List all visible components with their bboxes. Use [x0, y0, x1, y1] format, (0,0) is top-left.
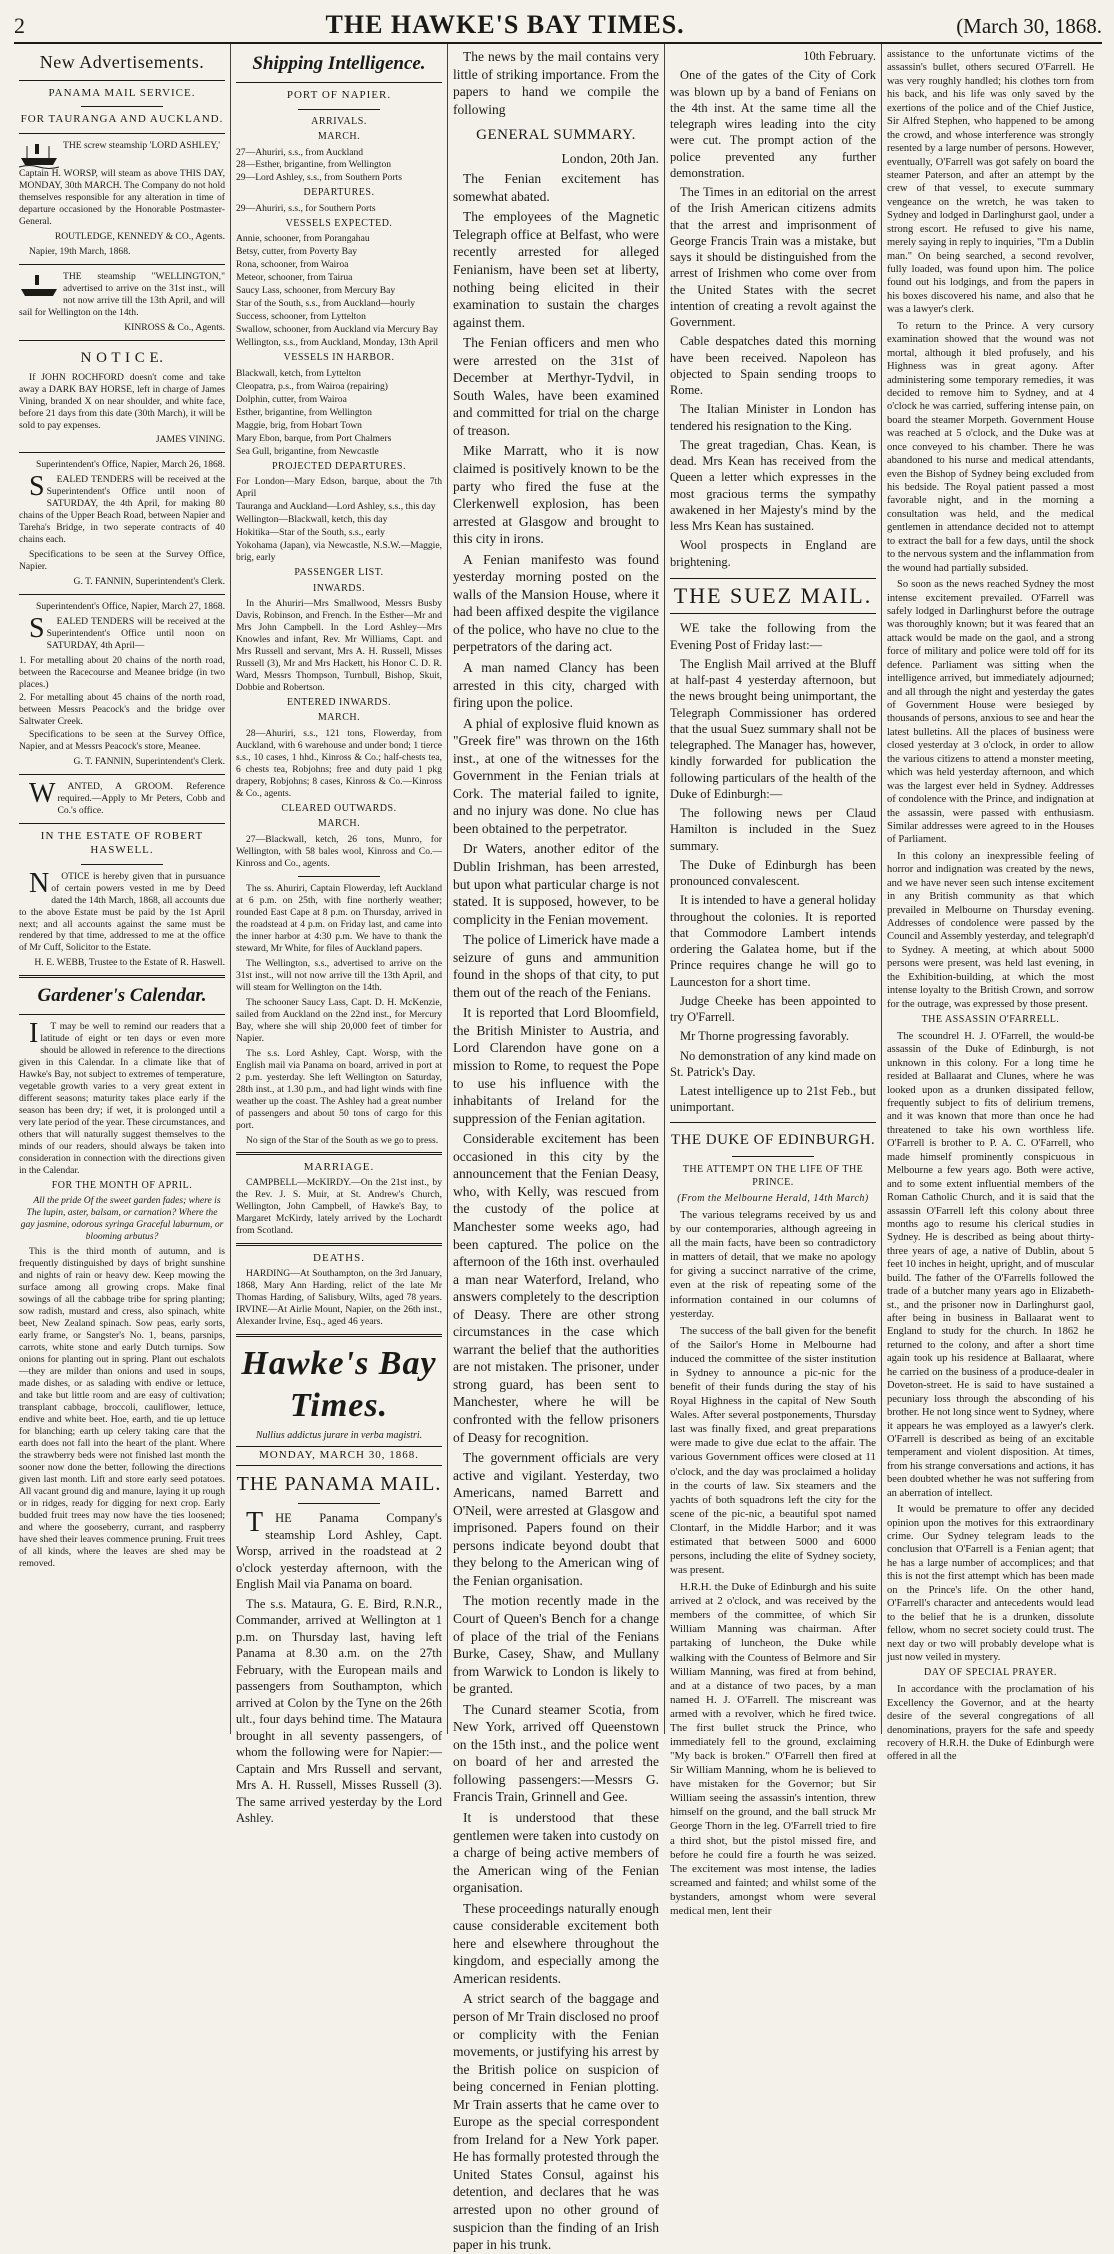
shipping-news: The Wellington, s.s., advertised to arrive on the 31st inst., will not now arrive till the 13th April, and will steam for Wellington on the 14th.: [236, 957, 442, 993]
divider: [19, 452, 225, 453]
article-paragraph: In accordance with the proclamation of his Excellency the Governor, and at the hearty desire of the several congregations of all denominations, prayers for the safe and speedy recovery of H.R.H. the Duke of Edinburgh were offered in all the: [887, 1684, 1094, 1763]
article-dateline: 10th February.: [803, 49, 876, 63]
divider: [298, 876, 380, 877]
list-item: For London—Mary Edson, barque, about the 7th April: [236, 476, 442, 500]
steamship-icon: [19, 273, 59, 299]
article-intro: WE take the following from the Evening Post of Friday last:—: [670, 621, 876, 652]
article-body: THE Panama Company's steamship Lord Ashley, Capt. Worsp, arrived in the roadstead at 2 o'clock yesterday afternoon, with the English Mail via Panama on board.: [236, 1507, 442, 1592]
article-paragraph: The scoundrel H. J. O'Farrell, the would-be assassin of the Duke of Edinburgh, is not unknown in this colony. For a long time he resided at Ballaarat and Clunes, where he was looked upon as a drunken dissipated fellow, frequently subject to fits of delirium tremens, and it was known that more than once he had threatened to take his own worthless life. O'Farrell is brother to P. A. C. O'Farrell, who made himself prominently conspicuous in Melbourne a few years ago. Both were active, and to some extent influential members of the Roman Catholic Church, and it is said that the assassin O'Farrell left this colony about three months ago to resume his clerical studies in Sydney. He is described as being about thirty-three years of age, a native of Dublin, about 5 feet 10 inches in height, upright, and of muscular build. The father of the O'Farrells followed the trade of a butcher many years ago in Elizabeth-st., and the prisoner now in Darlinghurst gaol, after being in business in Ballaarat went to England to study for the church. In 1862 he returned to the colony, and after a short time again took up his residence at Ballaarat, where he carried on the business of a produce-dealer in Doveton-street. He is said to have sustained a pecuniary loss through the absconding of his brother. He not long since went to Sydney, where it appears he was employed as a lawyer's clerk. O'Farrell is described as being of an excitable temperament and violent disposition. At times, from his strange conversations and actions, it has been doubted whether he was not suffering from an aberration of intellect.: [887, 1030, 1094, 1499]
steamship-icon: [19, 142, 59, 168]
entered-month: MARCH.: [317, 712, 361, 724]
tender2-item: 2. For metalling about 45 chains of the north road, between Messrs Peacock's and the bridge over Saltwater Creek.: [19, 692, 225, 728]
estate-signature: H. E. WEBB, Trustee to the Estate of R. Haswell.: [34, 957, 225, 969]
garden-intro: IT may be well to remind our readers that a latitude of eight or ten days or even more should be allowed in reference to the directions given in this Calendar. In a climate like that of Hawke's Bay, not subject to extremes of temperature, vegetable growth varies to a very great extent in different seasons; maturity takes place early if the season has been dry; if wet, it is prolonged until a very late period of the year. These circumstances, and others that will naturally suggest themselves to the minds of our readers, should always be taken into consideration in connection with the directions given in the Calendar.: [19, 1018, 226, 1176]
article-paragraph: The English Mail arrived at the Bluff at half-past 4 yesterday afternoon, but the news brought being unimportant, the Telegraph Commissioner has ordered that the usual Suez summary shall not be telegraphed. The Manager has, however, kindly forwarded for publication the following particulars of the health of the Duke of Edinburgh:—: [670, 656, 876, 801]
tender1-header: Superintendent's Office, Napier, March 26, 1868.: [36, 459, 225, 471]
divider: [81, 864, 163, 865]
article-paragraph: A phial of explosive fluid known as "Greek fire" was thrown on the 16th inst., at one of the witnesses for the Government in the Fenian trials at Cork. The material failed to ignite, and no injury was done. No clue has been obtained to the perpetrator.: [453, 715, 659, 836]
article-paragraph: assistance to the unfortunate victims of the assassin's bullet, others secured O'Farrell. He was very roughly handled; his clothes torn from his back, and his life was only saved by the exertions of the police and of the Chief Justice, Sir Alfred Stephen, who happened to be among the crowd, and whose interference was strongly resented by a large number of persons. However, eventually, O'Farrell was got safely on board the steamer Paterson, and after an attempt by the crew of that vessel, to execute summary vengeance on the wretch, he was taken to Sydney and lodged in Darlinghurst gaol, under a strong escort. He refused to give his name, merely saying in reply to inquiries, "I'm a Dublin man." On being searched, a second revolver, fully loaded, was found upon him. The police found out his lodgings, and from the papers in his boxes discovered his name, and also that he was a lawyer's clerk.: [887, 49, 1094, 316]
columns: [14, 44, 1102, 2253]
entered-body: 28—Ahuriri, s.s., 121 tons, Flowerday, from Auckland, with 6 warehouse and under bond; 1 tierce s.s., 10 cases, 1 hhd., Kinross & Co.; half-chests tea, 6 chests tea, Robjohns; free and duty paid 1 pkg drapery, Robjohns; 8 cases, Kinross & Co.—Kinross & Co., agents.: [236, 727, 442, 799]
deaths-heading: DEATHS.: [313, 1252, 365, 1265]
column-advertisements: [14, 44, 231, 1734]
projected-list: [236, 476, 442, 564]
column-general-summary: [448, 44, 665, 2253]
port-heading: PORT OF NAPIER.: [286, 88, 392, 101]
article-title-suez-mail: THE SUEZ MAIL.: [670, 578, 876, 615]
divider: [81, 106, 163, 107]
list-item: Success, schooner, from Lyttelton: [236, 311, 366, 323]
divider: [236, 1334, 442, 1337]
departures-list: [236, 203, 442, 215]
death-notices: HARDING—At Southampton, on the 3rd January, 1868, Mary Ann Harding, relict of the late Mr Thomas Harding, of Salisbury, Wilts, aged 78 years. IRVINE—At Airlie Mount, Napier, on the 26th inst., Alexander Irvine, Esq., aged 46 years.: [236, 1267, 442, 1327]
article-paragraph: A Fenian manifesto was found yesterday morning posted on the walls of the Mansion House, where it had been affixed despite the vigilance of the police, who have no clue to the perpetrators of the daring act.: [453, 551, 659, 655]
article-subtitle: THE ATTEMPT ON THE LIFE OF THE PRINCE.: [682, 1164, 864, 1189]
article-title-duke: THE DUKE OF EDINBURGH.: [670, 1131, 876, 1148]
ad-groom: WANTED, A GROOM. Reference required.—Apply to Mr Peters, Cobb and Co.'s office.: [29, 778, 225, 817]
passenger-sub: INWARDS.: [312, 582, 366, 594]
divider: [19, 340, 225, 341]
article-subheading-prayer: DAY OF SPECIAL PRAYER.: [924, 1667, 1057, 1679]
ad-wellington: THE steamship "WELLINGTON," advertised to arrive on the 31st inst., will not now arrive till the 13th April, and will sail for Wellington on the 14th.: [19, 270, 225, 318]
list-item: Yokohama (Japan), via Newcastle, N.S.W.—Maggie, brig, early: [236, 540, 442, 564]
article-paragraph: The Fenian officers and men who were arrested on the 31st of December at Merthyr-Tydvil, in South Wales, have been examined and committed for trial on the charge of treason.: [453, 335, 659, 438]
article-paragraph: One of the gates of the City of Cork was blown up by a band of Fenians on the 4th inst. At the same time all the telegraph wires leading into the city were cut. The prompt action of the police prevented any further demonstration.: [670, 68, 876, 180]
divider: [732, 1156, 814, 1157]
article-body: The s.s. Mataura, G. E. Bird, R.N.R., Commander, arrived at Wellington at 1 p.m. on Thursday last, having left Panama at 8.30 a.m. on the 27th February, with the European mails and passengers from Southampton, which arrived at Colon by the Tyne on the 26th ult., four days behind time. The Mataura brought in all seventy passengers, of whom the following were for Napier:—Captain and Mrs Russell and servant, Mrs A. H. Russell, Misses Russell (3). The same arrived yesterday by the Lord Ashley.: [236, 1596, 442, 1826]
passenger-list: In the Ahuriri—Mrs Smallwood, Messrs Busby Davis, Robinson, and French. In the Esther—Mr and Mrs John Campbell. In the Lord Ashley—Mrs Knowles and infant, Rev. Mr Williams, Capt. and Mrs Russell and servant, Mrs A. H. Russell, Misses Russell (3), Mr and Mrs Hackett, his Honor C. D. R. Ward, Messrs Thompson, Turnbull, Bishop, Skuit, Dobbie and Robertson.: [236, 598, 442, 693]
garden-poem: All the pride Of the sweet garden fades; where is The lupin, aster, balsam, or carnation? Where the gay jasmine, odorous syringa Graceful laburnum, or blooming arbutus?: [20, 1195, 224, 1243]
newspaper-title: THE HAWKE'S BAY TIMES.: [325, 10, 685, 39]
article-paragraph: Judge Cheeke has been appointed to try O'Farrell.: [670, 993, 876, 1025]
divider: [19, 823, 225, 824]
harbor-heading: VESSELS IN HARBOR.: [283, 352, 395, 364]
list-item: 29—Lord Ashley, s.s., from Southern Ports: [236, 172, 402, 184]
page-number: 2: [14, 13, 25, 38]
shipping-news: The s.s. Lord Ashley, Capt. Worsp, with the English mail via Panama on board, arrived in port at 2 p.m. yesterday. She left Wellington on Saturday, 28th inst., at 1.30 p.m., and had light winds with fine weather up the coast. The Ashley had a great number of passengers and about 50 tons of cargo for this port.: [236, 1047, 442, 1131]
divider: [236, 1243, 442, 1246]
expected-heading: VESSELS EXPECTED.: [285, 217, 393, 229]
divider: [19, 774, 225, 775]
tender2-spec: Specifications to be seen at the Survey Office, Napier, and at Messrs Peacock's store, Meanee.: [19, 729, 225, 753]
divider: [670, 1122, 876, 1123]
cleared-heading: CLEARED OUTWARDS.: [281, 802, 397, 814]
divider: [19, 133, 225, 134]
notice-signature: JAMES VINING.: [155, 434, 225, 446]
list-item: Blackwall, ketch, from Lyttelton: [236, 367, 361, 379]
article-paragraph: Cable despatches dated this morning have been received. Napoleon has objected to Spain sending troops to Rome.: [670, 334, 876, 397]
list-item: Saucy Lass, schooner, from Mercury Bay: [236, 285, 396, 297]
article-paragraph: Wool prospects in England are brightening.: [670, 538, 876, 569]
article-paragraph: It is understood that these gentlemen were taken into custody on a charge of being active members of the American wing of the Fenian organisation.: [453, 1810, 659, 1896]
list-item: Sea Gull, brigantine, from Newcastle: [236, 445, 379, 457]
ad-route: FOR TAURANGA AND AUCKLAND.: [20, 113, 224, 126]
column-shipping: [231, 44, 448, 1826]
tender2-item: 1. For metalling about 20 chains of the north road, between the Racecourse and Meanee bridge (in two places.): [19, 655, 225, 691]
tender2-header: Superintendent's Office, Napier, March 27, 1868.: [36, 601, 225, 613]
arrivals-month: MARCH.: [317, 131, 361, 142]
section-heading-gardeners-calendar: Gardener's Calendar.: [37, 985, 207, 1007]
article-paragraph: These proceedings naturally enough cause considerable excitement both here and elsewhere throughout the kingdom, and especially among the American residents.: [453, 1900, 659, 1986]
divider: [236, 1152, 442, 1155]
ad-ship-body: Captain H. WORSP, will steam as above THIS DAY, MONDAY, 30th MARCH. The Company do not hold themselves responsible for any alteration in time of departure occasioned by the Honorable Postmaster-General.: [19, 168, 225, 227]
article-paragraph: The following news per Claud Hamilton is included in the Suez summary.: [670, 806, 876, 853]
article-paragraph: The employees of the Magnetic Telegraph office at Belfast, who were recently arrested for alleged Fenianism, have been set at liberty, nothing being elicited in their examination to sustain the charges against them.: [453, 209, 659, 330]
list-item: Maggie, brig, from Hobart Town: [236, 419, 362, 431]
expected-list: [236, 233, 442, 349]
article-paragraph: The great tragedian, Chas. Kean, is dead. Mrs Kean has received from the Queen a letter which expresses in the most gracious terms the sympathy awakened in her Majesty's mind by the less Mrs Kean has sustained.: [670, 437, 876, 533]
garden-body: This is the third month of autumn, and is frequently distinguished by days of bright sunshine and nights of rain or heavy dew. Keep mowing the surface among all growing crops. Make final sowings of all the cabbage tribe for spring planting; sow radish, mustard and cress, also spinach, white beet, New Zealand spinach. Sow peas, early sorts, early frame, or Sangster's No. 1, beans, parsnips, carrots, white stone and early Dutch turnips. Sow onions for planting out in spring. Plant out eschalots—they are milder than onions and used in soups, made dishes, or as salading with endive or lettuce, and take but little room and are easy of cultivation; transplant cabbage, broccoli, cauliflower, lettuce, endive and white beet. Hoe, earth, and tie up lettuce for blanching; earth up celery taking care that the earth does not fall into the heart of the plant. Where the strawberry beds were not finished last month the sooner now done the better, following the directions given last month. Lift and store early seed potatoes. All vacant ground dig and manure, laying it up rough or in ridges, ready for digging for next crop. Early budded fruit trees may now have the ties loosened; and where the gooseberry, currant, and raspberry have shed their leaves commence pruning. Fruit trees of all kinds, where the leaves are shed may be removed.: [19, 1246, 225, 1570]
article-paragraph: It would be premature to offer any decided opinion upon the motives for this extraordinary crime. Our Sydney telegram leads to the conclusion that O'Farrell is a Fenian agent; that he has a large number of accomplices; and that this is not the first attempt which has been made on the Prince's life. On the other hand, O'Farrell's character and antecedents would lead to the belief that he is a drunken, dissolute fellow, whom no secret society could trust. The next day or two will probably develope what is just now veiled in mystery.: [887, 1504, 1094, 1663]
list-item: Swallow, schooner, from Auckland via Mercury Bay: [236, 324, 439, 336]
list-item: Annie, schooner, from Porangahau: [236, 233, 370, 245]
list-item: Wellington—Blackwall, ketch, this day: [236, 514, 388, 526]
list-item: Cleopatra, p.s., from Wairoa (repairing): [236, 380, 388, 392]
article-paragraph: In this colony an inexpressible feeling of horror and indignation was created by the news, and we have never seen such intense excitement in any British community as that which prevailed in Melbourne on Thursday evening. Addresses of condolence were passed by the Council and Assembly yesterday, and telegraph'd to Sydney. A meeting, at which about 5000 persons were present, was held last evening, in the Exhibition-building, at which the most intense loyalty to the British Crown, and sorrow for the outrage, was expressed by those present.: [887, 850, 1094, 1010]
divider: [19, 975, 225, 978]
article-paragraph: H.R.H. the Duke of Edinburgh and his suite arrived at 2 o'clock, and was received by the members of the committee, of which Sir William Manning was chairman. After partaking of luncheon, the Duke while walking with the Countess of Belmore and Sir William Manning, was fired at from behind, and at a distance of two paces, by a man named H. J. O'Farrell. The miscreant was armed with a revolver, which he fired twice. The first bullet struck the Prince, who immediately fell to the ground, exclaiming "My back is broken." O'Farrell then fired at Sir William Manning, whom he is believed to have mistaken for the Governor; but Sir William seeing the assassin's intention, threw himself on the ground, and the ball struck Mr George Thorn in the leg. O'Farrell tried to fire a third shot, but the pistol missed fire, and before he could fire a fourth he was seized. The excitement was most intense, the ladies screamed and fainted; and whilst some of the bystanders, amongst whom were several medical men, lent their: [670, 1581, 876, 1917]
entered-heading: ENTERED INWARDS.: [286, 696, 392, 708]
shipping-news: The schooner Saucy Lass, Capt. D. H. McKenzie, sailed from Auckland on the 22nd inst., for Mercury Bay, where she will ship 20,000 feet of timber for Napier.: [236, 996, 442, 1044]
notice-body: If JOHN ROCHFORD doesn't come and take away a DARK BAY HORSE, left in charge of James Vining, branded X on near shoulder, and white face, before 21 days from this date (30th March), it will be sold to pay expenses.: [19, 371, 225, 431]
list-item: Rona, schooner, from Wairoa: [236, 259, 349, 271]
paper-dateline: MONDAY, MARCH 30, 1868.: [236, 1446, 442, 1466]
divider: [19, 594, 225, 595]
divider: [19, 80, 225, 81]
article-paragraph: The Fenian excitement has somewhat abated.: [453, 171, 659, 204]
divider: [19, 264, 225, 265]
list-item: 29—Ahuriri, s.s., for Southern Ports: [236, 202, 376, 214]
passenger-heading: PASSENGER LIST.: [294, 567, 384, 579]
list-item: Star of the South, s.s., from Auckland—hourly: [236, 298, 416, 310]
article-subheading-assassin: THE ASSASSIN O'FARRELL.: [921, 1014, 1060, 1026]
departures-heading: DEPARTURES.: [303, 187, 375, 199]
arrivals-list: [236, 147, 442, 185]
tender1-signature: G. T. FANNIN, Superintendent's Clerk.: [73, 576, 225, 588]
article-paragraph: Mike Marratt, who it is now claimed is positively known to be the party who fired the fuse at the Clerkenwell explosion, has been arrested at Glasgow and brought to this city in irons.: [453, 443, 659, 547]
ad-ship-agent: ROUTLEDGE, KENNEDY & CO., Agents.: [54, 230, 225, 242]
article-paragraph: No demonstration of any kind made on St. Patrick's Day.: [670, 1048, 876, 1079]
list-item: 28—Esther, brigantine, from Wellington: [236, 159, 392, 171]
article-paragraph: The police of Limerick have made a seizure of guns and ammunition found in the shops of that city, to put them out of the reach of the Fenians.: [453, 932, 659, 1000]
tender2-signature: G. T. FANNIN, Superintendent's Clerk.: [73, 756, 225, 768]
article-paragraph: The success of the ball given for the benefit of the Sailor's Home in Melbourne had induced the committee of the sister institution in Sydney to announce a pic-nic for the benefit of their funds during the stay of his Royal Highness in the capital of New South Wales. After several postponements, Thursday last was finally fixed, and great preparations were made to give due eclat to the affair. The various Government offices were closed at 11 o'clock, and the day was proclaimed a holiday in the courts of law. Six steamers and the yachts of both squadrons left the city for the scene of the pic-nic, a beautiful spot named Clontarf, in the Middle Harbor; and it was estimated that between 5000 and 6000 persons, including the elite of Sydney society, was present.: [670, 1324, 876, 1577]
article-paragraph: The various telegrams received by us and by our contemporaries, although agreeing in all the main facts, have been so contradictory in matters of detail, that we make no apology for giving a succinct narrative of the crime, even at the risk of repeating some of the information contained in our columns of yesterday.: [670, 1209, 876, 1320]
masthead: [14, 10, 1102, 44]
ad-ship-announcement: THE screw steamship 'LORD ASHLEY,': [19, 140, 225, 152]
tender2-items: [19, 655, 225, 728]
list-item: 27—Ahuriri, s.s., from Auckland: [236, 146, 364, 158]
cleared-month: MARCH.: [317, 818, 361, 830]
marriage-heading: MARRIAGE.: [303, 1161, 375, 1174]
divider: [298, 1503, 380, 1504]
ad-ship-date: Napier, 19th March, 1868.: [29, 245, 131, 257]
article-paragraph: The Times in an editorial on the arrest of the Irish American citizens admits that the arrest and imprisonment of George Francis Train was a mistake, but says it should be distinguished from the arrest of Irishmen who come over from the United States with the secret intention of creating a revolt against the Government.: [670, 185, 876, 329]
article-paragraph: The Italian Minister in London has tendered his resignation to the King.: [670, 402, 876, 433]
list-item: Hokitika—Star of the South, s.s., early: [236, 527, 385, 539]
ad-title-panama: PANAMA MAIL SERVICE.: [48, 86, 196, 99]
article-paragraph: The Cunard steamer Scotia, from New York, arrived off Queenstown on the 15th inst., and the police went on board of her and arrested the following passengers:—Messrs G. Francis Train, Grinnell and Gee.: [453, 1701, 659, 1805]
column-duke-continued: [882, 44, 1099, 1763]
article-paragraph: It is reported that Lord Bloomfield, the British Minister to Austria, and Lord Clarendon have gone on a mission to Rome, to request the Pope to use his influence with the inhabitants of Ireland for the suppression of the Fenian agitation.: [453, 1005, 659, 1126]
article-paragraph: The government officials are very active and vigilant. Yesterday, two Americans, named Barrett and O'Neil, were arrested at Glasgow and imprisoned. Papers found on their persons indicate beyond doubt that they belong to the American wing of the Fenian organisation.: [453, 1450, 659, 1588]
list-item: Mary Ebon, barque, from Port Chalmers: [236, 432, 392, 444]
article-dateline: London, 20th Jan.: [561, 150, 659, 166]
list-item: Betsy, cutter, from Poverty Bay: [236, 246, 358, 258]
article-paragraph: A strict search of the baggage and person of Mr Train disclosed no proof or complicity with the Fenian movements, or justifying his arrest by the British police on suspicion of being concerned in Fenian plotting. Mr Train asserts that he came over to Europe as the special correspondent from Ireland for a New York paper. He has formally protested through the United States Consul, against his detention, and declares that he was arrested upon no other ground of suspicion than the finding of an Irish paper in his trunk.: [453, 1991, 659, 2253]
list-item: Tauranga and Auckland—Lord Ashley, s.s., this day: [236, 501, 436, 513]
article-paragraph: The Duke of Edinburgh has been pronounced convalescent.: [670, 857, 876, 889]
article-paragraph: So soon as the news reached Sydney the most intense excitement prevailed. O'Farrell was safely lodged in Darlinghurst before the outrage was thoroughly known; but it was feared that an attack would be made on the gaol, and a strong force of military and police were told off for its defence. Parliament was sitting when the intelligence arrived, but immediately adjourned; and all through the night and yesterday the gates of Government House were besieged by thousands of persons, anxious to see and hear the latest bulletins. All the places of business were closed yesterday at 3 o'clock, in order to allow the various citizens to attend a monster meeting, which was held yesterday afternoon, and which was the largest ever held in Sydney. Addresses of condolence with the Prince, and indignation at the assassin, were passed with enthusiasm. Similar addresses were agreed to in the Houses of Parliament.: [887, 579, 1094, 846]
tender2-body: SEALED TENDERS will be received at the Superintendent's Office until noon on SATURDAY, 4th April—: [29, 613, 225, 652]
list-item: Dolphin, cutter, from Wairoa: [236, 393, 347, 405]
issue-date: (March 30, 1868.: [956, 14, 1102, 38]
tender1-spec: Specifications to be seen at the Survey Office, Napier.: [19, 549, 225, 573]
shipping-news: The ss. Ahuriri, Captain Flowerday, left Auckland at 6 p.m. on 25th, with fine northerly weather; rounded East Cape at 8 p.m. on Thursday, arrived in the roadstead at 4 p.m. on Friday last, and came into the inner harbor at 4:30 p.m. We have to thank the steward, Mr White, for files of Auckland papers.: [236, 882, 442, 954]
arrivals-heading: ARRIVALS.: [311, 115, 367, 127]
garden-month: FOR THE MONTH OF APRIL.: [51, 1179, 193, 1191]
article-paragraph: To return to the Prince. A very cursory examination showed that the wound was not mortal, although it bled profusely, and his Highness was in great agony. After administering some temporary remedies, it was decided to remove him to Sydney, and at 4 o'clock he was carried, suffering intense pain, on board the steamer Morpeth. Government House was reached at 5 o'clock, and the Duke was at once conveyed to his chamber. There he was abandoned to his nurse and medical attendants, even the Bishop of Sydney being excluded from his bedside. The Royal patient passed a most favorable night, and in the morning a consultation was held, and the medical gentlemen in attendance decided not to attempt to extract the ball for a few days, until the shock to the nervous system and the inflammation from the wound had partially subsided.: [887, 320, 1094, 574]
cleared-body: 27—Blackwall, ketch, 26 tons, Munro, for Wellington, with 58 bales wool, Kinross and Co.—Kinross and Co., agents.: [236, 833, 442, 869]
tender1-body: SEALED TENDERS will be received at the Superintendent's Office until noon of SATURDAY, the 4th April, for making 80 chains of the Upper Beach Road, between Napier and Tareha's Bridge, in two seperate contracts of 40 chains each.: [19, 471, 225, 546]
article-title-panama-mail: THE PANAMA MAIL.: [236, 1473, 442, 1496]
article-paragraph: The motion recently made in the Court of Queen's Bench for a change of place of the trial of the Fenians Burke, Casey, Shaw, and Mullany from Warwick to London is likely to be granted.: [453, 1593, 659, 1697]
divider: [236, 82, 442, 83]
notice-title: N O T I C E.: [80, 349, 164, 366]
list-item: Wellington, s.s., from Auckland, Monday, 13th April: [236, 337, 439, 349]
section-heading-shipping: Shipping Intelligence.: [252, 53, 426, 74]
section-heading-new-advertisements: New Advertisements.: [39, 52, 205, 72]
projected-heading: PROJECTED DEPARTURES.: [272, 460, 406, 472]
article-paragraph: Considerable excitement has been occasioned in this city by the announcement that the Fenian Deasy, who, with Kelly, was rescued from the custody of the police at Manchester some weeks ago, had been captured. The police on the afternoon of the 16th inst. overhauled a man near Waterford, Ireland, who answers completely to the description of Deasy. There are other strong circumstances in the case which warrant the belief that the authorities are not mistaken. The prisoner, under strong guard, has been sent to Manchester, where he will be confronted with the fellow prisoners of Deasy for recognition.: [453, 1131, 659, 1445]
estate-body: NOTICE is hereby given that in pursuance of certain powers vested in me by Deed dated the 14th March, 1868, all accounts due to the above Estate must be paid by the 1st April next; and all accounts against the same must be rendered by that time, addressed to me at the office of Mr Cuff, Solicitor to the Estate.: [19, 867, 225, 954]
ad-wellington-agent: KINROSS & Co., Agents.: [124, 321, 225, 333]
article-paragraph: Dr Waters, another editor of the Dublin Irishman, has been arrested, but upon what particular charge is not stated. It is supposed, however, to be complicity in the Fenian movement.: [453, 841, 659, 927]
list-item: Meteor, schooner, from Tairua: [236, 272, 353, 284]
column-suez-mail: [665, 44, 882, 1917]
article-paragraph: Latest intelligence up to 21st Feb., but unimportant.: [670, 1084, 876, 1115]
shipping-news: No sign of the Star of the South as we go to press.: [246, 1134, 439, 1146]
article-paragraph: It is intended to have a general holiday throughout the colonies. It is reported that Commodore Lambert intends ordering the Galatea home, but if the Prince requires change he will go to Launceston for a short time.: [670, 893, 876, 989]
divider: [298, 109, 380, 110]
article-source: (From the Melbourne Herald, 14th March): [677, 1193, 869, 1205]
paper-nameplate: Hawke's Bay Times.: [241, 1344, 437, 1425]
article-title-general-summary: GENERAL SUMMARY.: [476, 127, 636, 144]
divider: [19, 1014, 225, 1015]
marriage-notice: CAMPBELL—McKIRDY.—On the 21st inst., by the Rev. J. S. Muir, at St. Andrew's Church, Wellington, John Campbell, of Hawke's Bay, to Margaret McKirdy, lately arrived by the Lochardt from Scotland.: [236, 1177, 442, 1237]
article-paragraph: Mr Thorne progressing favorably.: [680, 1029, 850, 1044]
harbor-list: [236, 368, 442, 458]
estate-title: IN THE ESTATE OF ROBERT HASWELL.: [40, 830, 204, 856]
article-intro: The news by the mail contains very little of striking importance. From the papers to hand we compile the following: [453, 49, 659, 117]
list-item: Esther, brigantine, from Wellington: [236, 406, 372, 418]
paper-motto: Nullius addictus jurare in verba magistri.: [255, 1429, 423, 1441]
article-paragraph: A man named Clancy has been arrested in this city, charged with firing upon the police.: [453, 660, 659, 711]
